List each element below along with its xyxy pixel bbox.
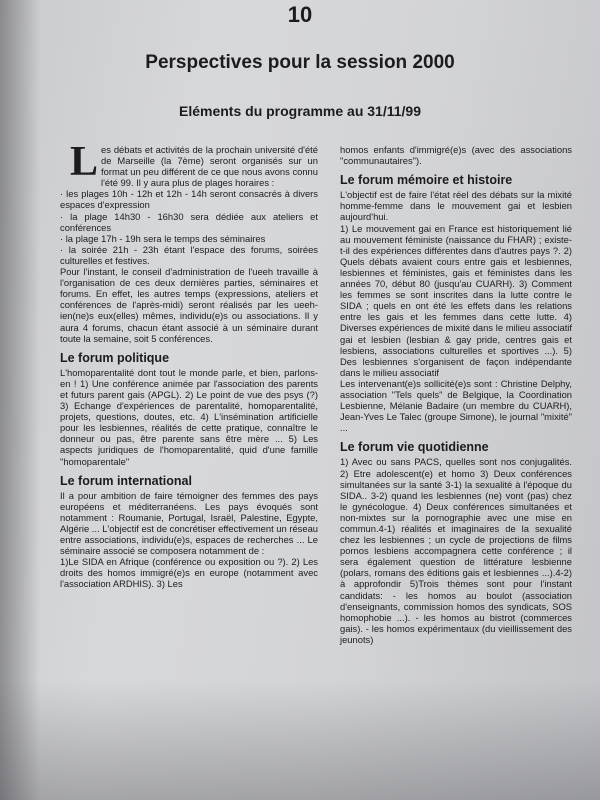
right-column bbox=[340, 144, 572, 645]
forum-memoire-paragraph: L'objectif est de faire l'état réel des débats sur la mixité homme-femme dans le mouvement gai et lesbien aujourd'hui. bbox=[340, 189, 572, 223]
forum-memoire-paragraph-2: 1) Le mouvement gai en France est historiquement lié au mouvement féministe (naissance du FHAR) ; existe-t-il des expériences différentes dans d'autres pays ?. 2) Quels débats avaient cours entre gais et lesbiennes, lesbiennes et féministes, gais et féministes dans les années 70, début 80 (jusqu'au CUARH). 3) Comment les femmes se sont inscrites dans la lutte contre le SIDA ; quels en ont été les effets dans les relations entre les gais et les femmes dans cette lutte. 4) Diverses expériences de mixité dans le milieu associatif gai et lesbien (lesbian & gay pride, centres gais et lesbiens, associations culturelles et sportives ...). 5) Des lesbiennes s'organisent de façon indépendante dans le milieu associatif bbox=[340, 222, 572, 378]
forum-vie-heading: Le forum vie quotidienne bbox=[340, 440, 489, 455]
slot-item: · la plage 14h30 - 16h30 sera dédiée aux ateliers et conférences bbox=[60, 210, 318, 233]
drop-cap: L bbox=[70, 139, 99, 185]
forum-vie-paragraph: 1) Avec ou sans PACS, quelles sont nos conjugalités. 2) Etre adolescent(e) et homo 3) Deux conférences simultanées sur la santé 3-1) la sexualité à l'époque du SIDA.. 3-2) quand les lesbiennes (ne) vont (pas) chez le gynécologue. 4) Deux conférences simultanées et non-mixtes sur la pornographie avec une mise en commun.4-1) réalités et imaginaires de la sexualité chez les lesbiennes ; un cycle de projections de films pornos lesbiens accompagnera cette conférence ; il sera également question de littérature lesbienne (polars, romans des éditions gais et lesbiennes ...).4-2) à approfondir 5)Trois thèmes sont pour l'instant candidats: - les homos au boulot (association d'enseignants, commission homos des syndicats, SOS homophobie ...). - les homos au bistrot (commerces gais). - les homos expérimentaux (du vieillissement des jeunots) bbox=[340, 456, 572, 645]
intro-block bbox=[60, 139, 318, 189]
forum-international-paragraph-2: 1)Le SIDA en Afrique (conférence ou exposition ou ?). 2) Les droits des homos immigré(e)s en europe (notamment avec l'association ARDHIS). 3) Les bbox=[60, 556, 318, 590]
page-subtitle: Eléments du programme au 31/11/99 bbox=[179, 103, 421, 119]
slot-item: · les plages 10h - 12h et 12h - 14h seront consacrés à divers espaces d'expression bbox=[60, 188, 318, 211]
forum-memoire-heading: Le forum mémoire et histoire bbox=[340, 173, 513, 188]
forum-international-paragraph: Il a pour ambition de faire témoigner des femmes des pays européens et méditerranéens. Les pays évoqués sont notamment : Roumanie, Portugal, Israël, Palestine, Egypte, Algérie ... L'objectif est de concrétiser effectivement un réseau entre associations, individu(e)s, espaces de recherches ... Le séminaire associé se composera notamment de : bbox=[60, 489, 319, 557]
page-number: 10 bbox=[287, 2, 313, 27]
forum-politique-paragraph: L'homoparentalité dont tout le monde parle, et bien, parlons-en ! 1) Une conférence animée par l'association des parents et futurs parent gais (APGL). 2) Le point de vue des psys (?) 3) Echange d'expériences de parentalité, homoparentalité, projets, questions, doutes, etc. 4) L'insémination artificielle pour les lesbiennes, réalités de cette pratique, connaître le donneur ou pas, être parente sans être mère ... 5) Les aspects juridiques de l'homoparentalité, quid d'une famille "homoparentale" bbox=[60, 366, 318, 467]
intro-end-paragraph: Pour l'instant, le conseil d'administration de l'ueeh travaille à l'organisation de ces deux dernières parties, séminaires et forums. En effet, les autres temps (expressions, ateliers et conférences de l'après-midi) seront réalisés par les ueeh-ien(ne)s eux(elles) mêmes, individu(e)s ou associations. Il y aura 4 forums, chacun étant associé à un séminaire durant toute la semaine, soit 5 conférences. bbox=[60, 266, 318, 344]
intro-paragraph: es débats et activités de la prochain université d'été de Marseille (la 7ème) seront organisés sur un format un peu différent de ce que nous avons connu l'été 99. Il y aura plus de plages horaires : bbox=[101, 144, 318, 189]
page-title: Perspectives pour la session 2000 bbox=[145, 52, 455, 73]
forum-international-heading: Le forum international bbox=[60, 473, 192, 488]
forum-memoire-speakers: Les intervenant(e)s sollicité(e)s sont : Christine Delphy, association "Tels quels" de Belgique, la Coordination Lesbienne, Mélanie Badaire (un membre du CUARH), Jean-Yves Le Talec (groupe Simone), le journal "mixité" ... bbox=[340, 377, 572, 434]
slot-item: · la soirée 21h - 23h étant l'espace des forums, soirées culturelles et festives. bbox=[60, 243, 318, 266]
continuation-paragraph: homos enfants d'immigré(e)s (avec des associations "communautaires"). bbox=[340, 144, 572, 167]
left-column bbox=[60, 139, 319, 590]
slot-item: · la plage 17h - 19h sera le temps des séminaires bbox=[60, 232, 266, 244]
page-shadow-bottom bbox=[0, 680, 600, 800]
forum-politique-heading: Le forum politique bbox=[60, 350, 170, 365]
